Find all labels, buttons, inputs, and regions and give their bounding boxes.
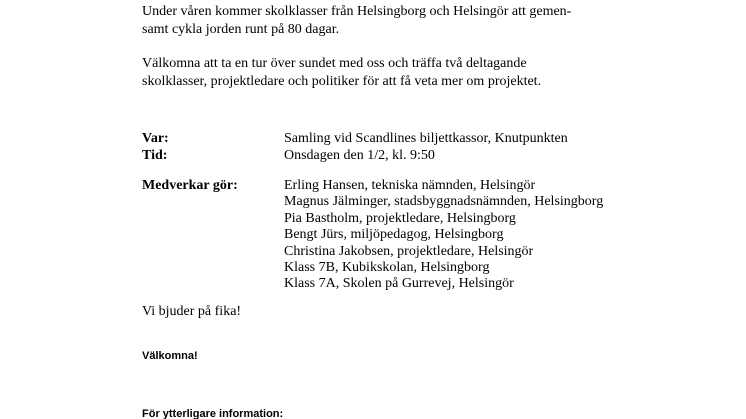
- fika-text: Vi bjuder på fika!: [142, 304, 242, 319]
- tid-value: Onsdagen den 1/2, kl. 9:50: [284, 148, 435, 163]
- tid-label: Tid:: [142, 148, 168, 163]
- medverkar-label: Medverkar gör:: [142, 178, 238, 193]
- participant-item: Bengt Jürs, miljöpedagog, Helsingborg: [284, 227, 504, 243]
- participant-item: Magnus Jälminger, stadsbyggnadsnämnden, Helsingborg: [284, 194, 604, 210]
- participant-item: Klass 7B, Kubikskolan, Helsingborg: [284, 260, 490, 276]
- intro-paragraph-2: [142, 55, 541, 91]
- var-label: Var:: [142, 131, 169, 146]
- participant-list: [284, 178, 603, 293]
- intro-line: Välkomna att ta en tur över sundet med oss och träffa två deltagande: [142, 56, 527, 71]
- intro-line: samt cykla jorden runt på 80 dagar.: [142, 22, 340, 37]
- intro-line: skolklasser, projektledare och politiker för att få veta mer om projektet.: [142, 74, 542, 89]
- intro-line: Under våren kommer skolklasser från Helsingborg och Helsingör att gemen-: [142, 4, 572, 19]
- participant-item: Pia Bastholm, projektledare, Helsingborg: [284, 210, 516, 226]
- participant-item: Klass 7A, Skolen på Gurrevej, Helsingör: [284, 276, 514, 292]
- participant-item: Erling Hansen, tekniska nämnden, Helsingör: [284, 178, 536, 193]
- intro-paragraph-1: [142, 3, 571, 39]
- more-info-heading: För ytterligare information:: [142, 408, 284, 419]
- var-value: Samling vid Scandlines biljettkassor, Knutpunkten: [284, 131, 568, 146]
- welcome-text: Välkomna!: [142, 350, 198, 362]
- participant-item: Christina Jakobsen, projektledare, Helsingör: [284, 243, 534, 259]
